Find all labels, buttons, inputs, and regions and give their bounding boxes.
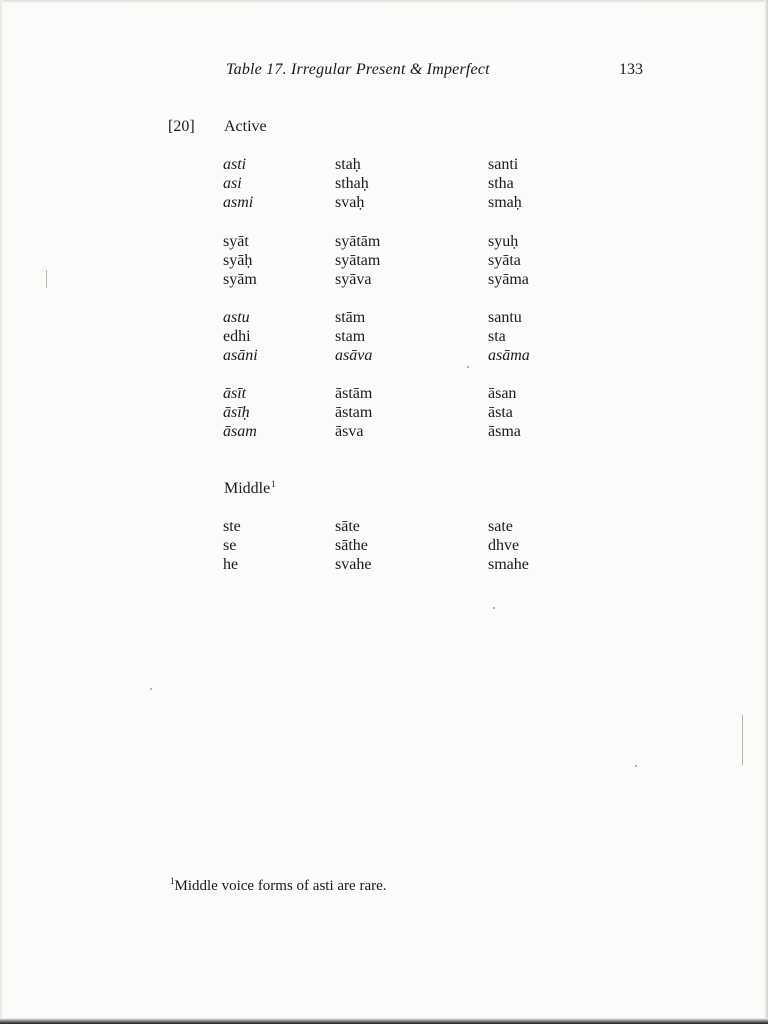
paradigm-cell: smahe	[488, 556, 529, 573]
page-number: 133	[619, 61, 643, 78]
scan-mark	[742, 715, 743, 765]
paradigm-cell: stām	[335, 309, 366, 326]
paradigm-cell: asāma	[488, 347, 530, 364]
paradigm-cell: sate	[488, 518, 513, 535]
active-heading	[224, 118, 267, 136]
paradigm-cell: se	[223, 537, 237, 554]
paradigm-cell: asmi	[223, 194, 254, 211]
active-label: Active	[224, 118, 267, 135]
page-edge-right	[764, 0, 768, 1024]
page-edge-bottom	[0, 1018, 768, 1024]
paradigm-cell: svaḥ	[335, 194, 365, 211]
footnote-marker: 1	[170, 876, 175, 886]
paradigm-cell: edhi	[223, 328, 251, 345]
paradigm-cell: he	[223, 556, 239, 573]
paradigm-cell: syāt	[223, 233, 249, 250]
paradigm-cell: āsam	[223, 423, 257, 440]
paradigm-cell: āsīt	[223, 385, 247, 402]
scan-speck	[493, 607, 495, 609]
paradigm-cell: āstām	[335, 385, 373, 402]
middle-heading	[224, 479, 276, 498]
paradigm-cell: syuḥ	[488, 233, 519, 250]
middle-footnote-marker: 1	[271, 479, 276, 489]
paradigm-cell: dhve	[488, 537, 520, 554]
paradigm-cell: syām	[223, 271, 257, 288]
paradigm-cell: sthaḥ	[335, 175, 369, 192]
paradigm-cell: asi	[223, 175, 242, 192]
paradigm-cell: syāḥ	[223, 252, 253, 269]
paradigm-cell: syāma	[488, 271, 529, 288]
paradigm-cell: āsan	[488, 385, 517, 402]
running-head: Table 17. Irregular Present & Imperfect	[226, 61, 490, 78]
paradigm-cell: sta	[488, 328, 506, 345]
paradigm-cell: āsta	[488, 404, 513, 421]
paradigm-cell: āstam	[335, 404, 373, 421]
paradigm-cell: staḥ	[335, 156, 361, 173]
page-edge-top	[0, 0, 768, 3]
paradigm-cell: syātām	[335, 233, 381, 250]
paradigm-cell: smaḥ	[488, 194, 522, 211]
page-edge-left	[0, 0, 3, 1024]
paradigm-cell: syāta	[488, 252, 521, 269]
paradigm-cell: ste	[223, 518, 241, 535]
paradigm-cell: stam	[335, 328, 366, 345]
paradigm-cell: sāthe	[335, 537, 368, 554]
middle-label: Middle	[224, 480, 271, 497]
paradigm-cell: astu	[223, 309, 250, 326]
footnote	[170, 876, 387, 895]
paradigm-cell: sāte	[335, 518, 360, 535]
paradigm-cell: āsma	[488, 423, 521, 440]
paradigm-cell: syātam	[335, 252, 381, 269]
paradigm-cell: svahe	[335, 556, 372, 573]
section-number: [20]	[168, 118, 195, 135]
scan-speck	[635, 765, 637, 767]
paradigm-cell: stha	[488, 175, 514, 192]
paradigm-cell: asāni	[223, 347, 258, 364]
paradigm-cell: āsva	[335, 423, 364, 440]
scan-speck	[467, 366, 469, 368]
paradigm-cell: asāva	[335, 347, 373, 364]
paradigm-cell: syāva	[335, 271, 372, 288]
paradigm-cell: asti	[223, 156, 247, 173]
paradigm-cell: santu	[488, 309, 522, 326]
scan-mark	[46, 270, 47, 288]
scan-speck	[150, 688, 152, 690]
paradigm-cell: āsīḥ	[223, 404, 250, 421]
paradigm-cell: santi	[488, 156, 519, 173]
footnote-text: Middle voice forms of asti are rare.	[174, 878, 387, 894]
